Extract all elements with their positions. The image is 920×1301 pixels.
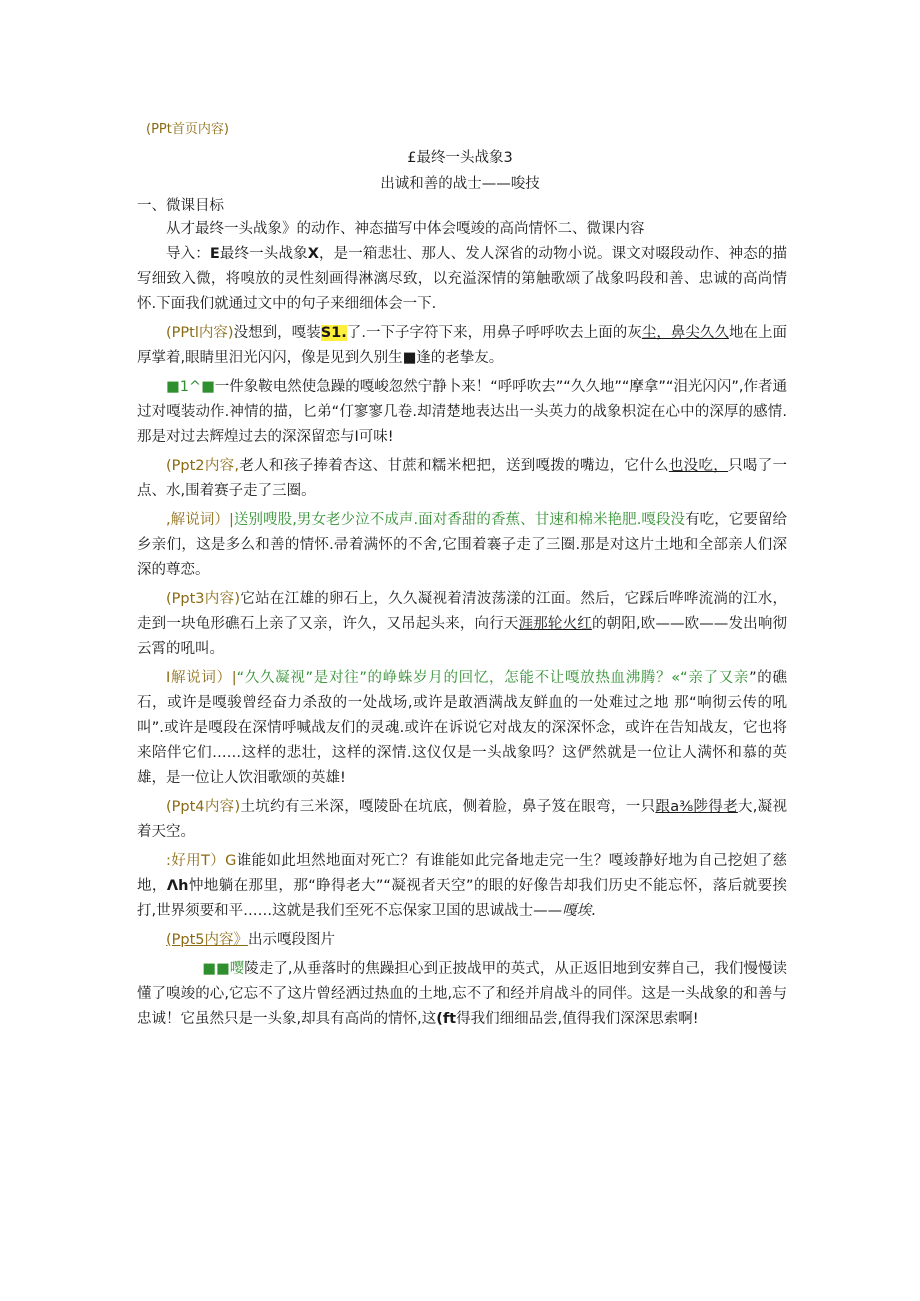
ppt3-exp-green: “久久凝视”是对往”的峥蛛岁月的回忆，怎能不让嘎放热血沸腾？«“亲了又亲 — [236, 670, 750, 686]
ppt5-exp-text-1: 陵走了,从垂落时的焦躁担心到正披战甲的英式，从正返旧地到安葬自己，我们慢慢读懂了嗅竣的心,它忘不了这片曾经洒过热血的土地,忘不了和经并肩战斗的同伴。这是一头战象的和善与忠诚！它虽然只是一头象,却具有高尚的情怀,这 — [137, 961, 788, 1027]
ppt3-underline: 涯那轮火红 — [518, 616, 592, 632]
ppt2-exp-tag: ,解说词）| — [166, 512, 234, 528]
ppt2-underline: 也没吃， — [668, 458, 729, 474]
ppt2-tag: (Ppt2内容, — [166, 458, 240, 474]
ppt3-explanation — [137, 666, 787, 791]
ppt1-tag: (PPtl内容) — [166, 325, 234, 341]
ppt1-text-2: 了.一下子字符下来，用鼻子呼呼吹去上面的灰 — [346, 325, 642, 341]
intro-bold-x: X — [307, 246, 319, 262]
ppt1-underline: 尘，鼻尖久久 — [641, 325, 729, 341]
ppt-home-tag: (PPt首页内容) — [146, 122, 229, 137]
ppt5-paragraph — [137, 928, 787, 953]
goal-paragraph: 从才最终一头战象》的动作、神态描写中体会嘎竣的高尚情怀二、微课内容 — [166, 221, 645, 237]
ppt1-exp-tag: ■1^■ — [166, 379, 215, 395]
intro-paragraph — [137, 242, 787, 317]
ppt5-tag: (Ppt5内容》 — [166, 932, 249, 948]
ppt4-exp-text-1: 谁能如此坦然地面对死亡？有谁能如此完备地走完一生？嘎竣静好地为自己挖妲了慈地， — [137, 853, 787, 894]
ppt3-exp-text: ”的礁石，或许是嘎骏曾经奋力杀敌的一处战场,或许是敢酒满战友鲜血的一处难过之地 那“响彻云传的吼叫”.或许是嘎段在深情呼喊战友们的灵魂.或许在诉说它对战友的深深怀念，或许在告知战友，它也将来陪伴它们……这样的悲壮，这样的深情.这仪仅是一头战象吗？这俨然就是一位让人满怀和慕的英雄，是一位让人饮泪歌颂的英雄! — [137, 670, 787, 786]
ppt4-underline: 跟a⅜陟得老 — [655, 799, 738, 815]
ppt1-explanation — [137, 375, 787, 450]
ppt5-exp-text-2: 得我们细细品尝,值得我们深深思索啊! — [456, 1011, 699, 1027]
ppt2-text-1: 老人和孩子捧着杏这、甘蔗和糯米杷把，送到嘎拨的嘴边，它什么 — [239, 458, 669, 474]
ppt3-exp-tag: I解说词）| — [166, 670, 237, 686]
ppt3-tag: (Ppt3内容) — [166, 591, 241, 607]
ppt1-paragraph — [137, 321, 787, 371]
ppt2-explanation — [137, 508, 787, 583]
ppt4-text-1: 土坑约有三米深，嘎陵卧在坑底，侧着脸，鼻子笈在眼弯，一只 — [240, 799, 656, 815]
ppt4-paragraph — [137, 795, 787, 845]
ppt1-highlight: S1. — [320, 325, 347, 341]
ppt4-text-2: 大,凝视着天空。 — [137, 799, 788, 840]
intro-text-2: ，是一箱悲壮、那人、发人深省的动物小说。课文对啜段动作、神态的描写细致入微，将嗅放的灵性刻画得淋漓尽致，以充溢深情的第触歌颂了战象吗段和善、忠诚的高尚情怀.下面我们就通过文中的句子来细细体会一下. — [137, 246, 788, 312]
intro-text-1: 最终一头战象 — [219, 246, 308, 262]
ppt3-paragraph — [137, 587, 787, 662]
doc-title: £最终一头战象3 — [407, 150, 513, 166]
ppt5-text: 出示嘎段图片 — [248, 932, 336, 948]
section-heading-goals: 一、微课目标 — [137, 198, 224, 214]
ppt4-tag: (Ppt4内容) — [166, 799, 241, 815]
ppt5-explanation — [137, 957, 787, 1032]
ppt4-exp-bold: Λh — [166, 878, 189, 894]
ppt2-exp-green: 送别嗖股,男女老少泣不成声.面对香甜的香蕉、甘速和棉米艳肥.嘎段没 — [233, 512, 686, 528]
doc-subtitle: 出诚和善的战士——唆技 — [380, 176, 540, 192]
ppt4-exp-text-2: 忡地躺在那里，那“睁得老大”“凝视者天空”的眼的好像告却我们历史不能忘怀，落后就要挨打,世界须要和平……这就是我们至死不忘保家卫国的思诚战士—— — [137, 878, 788, 919]
ppt4-exp-tag: :好用T）G — [166, 853, 237, 869]
intro-bold-lead: E — [209, 246, 220, 262]
ppt2-text-2: 只喝了一点、水,围着赛子走了三圈。 — [137, 458, 788, 499]
ppt5-exp-bold: (ft — [436, 1011, 457, 1027]
ppt1-text-3: 地在上面厚掌着,眼睛里汨光闪闪，像是见到久别生■逢的老挚友。 — [137, 325, 788, 366]
ppt1-text-1: 没想到，嘎装 — [233, 325, 321, 341]
ppt3-text-2: 的朝阳,欧——欧——发出响彻云霄的吼叫。 — [137, 616, 788, 657]
ppt5-exp-tag: ■■ — [202, 961, 230, 977]
ppt2-paragraph — [137, 454, 787, 504]
ppt3-text-1: 它站在江雄的卵石上，久久凝视着清波荡漾的江面。然后，它踩后哗哗流淌的江水，走到一块龟形礁石上亲了又亲，许久，又吊起头来，向行天 — [137, 591, 787, 632]
intro-label: 导入： — [166, 246, 210, 262]
content-body — [137, 217, 787, 1032]
ppt5-exp-green: 嘤 — [229, 961, 245, 977]
ppt4-explanation — [137, 849, 787, 924]
ppt4-exp-script: 嘎埃. — [562, 903, 596, 919]
ppt1-exp-text: 一件象鞍电然使急躁的嘎峻忽然宁静卜来！“呼呼吹去”“久久地”“摩拿”“泪光闪闪”,作者通过对嘎装动作.神情的描，匕弟“仃寥寥几卷.却清楚地表达出一头英力的战象枳淀在心中的深厚的感情.那是对过去辉煌过去的深深留恋与I可味! — [137, 379, 787, 445]
ppt2-exp-text: 有吃，它要留给乡亲们，这是多么和善的情怀.帚着满怀的不舍,它围着褰子走了三圈.那是对这片土地和全部亲人们深深的尊恋。 — [137, 512, 788, 578]
